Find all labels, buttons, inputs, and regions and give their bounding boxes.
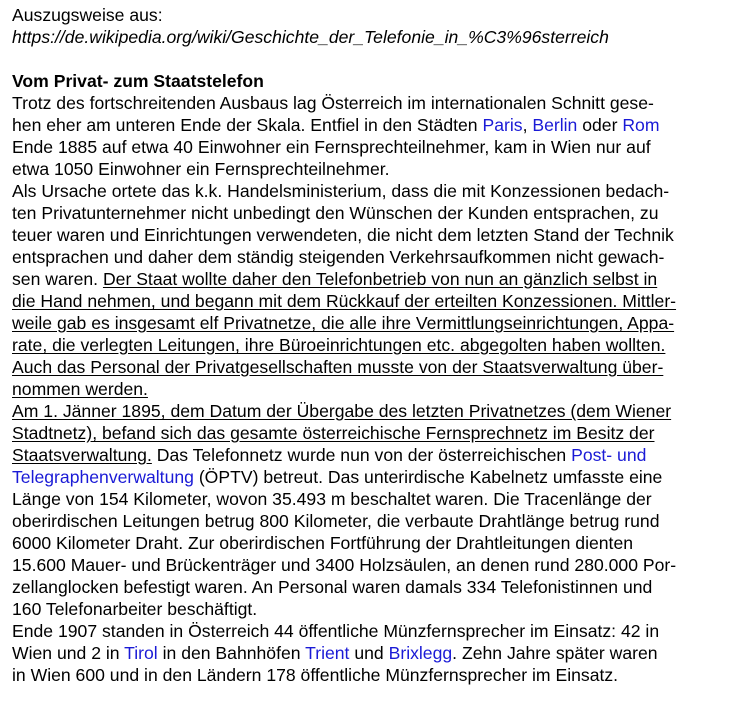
wiki-link[interactable]: Paris <box>482 115 523 135</box>
text-span: Ende 1885 auf etwa 40 Einwohner ein Fernsprechteilnehmer, kam in Wien nur auf <box>12 137 651 157</box>
text-span: Als Ursache ortete das k.k. Handelsministerium, dass die mit Konzessionen bedach- <box>12 181 670 201</box>
text-line <box>12 92 746 114</box>
text-line <box>12 510 746 532</box>
text-line <box>12 224 746 246</box>
text-span: (ÖPTV) betreut. Das unterirdische Kabelnetz umfasste eine <box>193 467 663 487</box>
text-span: entsprachen und daher dem ständig steigenden Verkehrsaufkommen nicht gewach- <box>12 247 665 267</box>
text-span: etwa 1050 Einwohner ein Fernsprechteilnehmer. <box>12 159 390 179</box>
article-body <box>12 92 746 686</box>
text-line <box>12 664 746 686</box>
text-span: oder <box>577 115 623 135</box>
text-line <box>12 422 746 444</box>
text-line <box>12 334 746 356</box>
text-span: 15.600 Mauer- und Brückenträger und 3400 Holzsäulen, an denen rund 280.000 Por- <box>12 555 677 575</box>
underlined-text: weile gab es insgesamt elf Privatnetze, die alle ihre Vermittlungseinrichtungen, Appa- <box>12 313 675 333</box>
text-line <box>12 488 746 510</box>
text-line <box>12 466 746 488</box>
underlined-text: nommen werden. <box>12 379 148 399</box>
text-line <box>12 312 746 334</box>
text-span: Wien und 2 in <box>12 643 125 663</box>
text-span: . Zehn Jahre später waren <box>452 643 658 663</box>
text-span: Ende 1907 standen in Österreich 44 öffentliche Münzfernsprecher im Einsatz: 42 in <box>12 621 660 641</box>
text-line <box>12 202 746 224</box>
text-span: in Wien 600 und in den Ländern 178 öffentliche Münzfernsprecher im Einsatz. <box>12 665 619 685</box>
text-line <box>12 598 746 620</box>
text-span: 160 Telefonarbeiter beschäftigt. <box>12 599 258 619</box>
wiki-link[interactable]: Tirol <box>124 643 158 663</box>
text-line <box>12 642 746 664</box>
text-span: 6000 Kilometer Draht. Zur oberirdischen Fortführung der Drahtleitungen dienten <box>12 533 634 553</box>
text-line <box>12 400 746 422</box>
wiki-link[interactable]: Telegraphenverwaltung <box>12 467 194 487</box>
text-line <box>12 532 746 554</box>
text-line <box>12 554 746 576</box>
text-span: Länge von 154 Kilometer, wovon 35.493 m beschaltet waren. Die Tracenlänge der <box>12 489 652 509</box>
text-line <box>12 356 746 378</box>
text-line <box>12 158 746 180</box>
text-span: ten Privatunternehmer nicht unbedingt den Wünschen der Kunden entsprachen, zu <box>12 203 659 223</box>
text-line <box>12 576 746 598</box>
text-line <box>12 378 746 400</box>
underlined-text: rate, die verlegten Leitungen, ihre Büroeinrichtungen etc. abgegolten haben wollten. <box>12 335 666 355</box>
text-line <box>12 290 746 312</box>
underlined-text: die Hand nehmen, und begann mit dem Rückkauf der erteilten Konzessionen. Mittler- <box>12 291 677 311</box>
text-span: , <box>522 115 533 135</box>
text-span: teuer waren und Einrichtungen verwendeten, die nicht dem letzten Stand der Technik <box>12 225 674 245</box>
underlined-text: Auch das Personal der Privatgesellschaften musste von der Staatsverwaltung über- <box>12 357 664 377</box>
text-line <box>12 246 746 268</box>
text-line <box>12 444 746 466</box>
text-span: in den Bahnhöfen <box>157 643 306 663</box>
text-span: sen waren. <box>12 269 103 289</box>
underlined-text: Am 1. Jänner 1895, dem Datum der Übergabe des letzten Privatnetzes (dem Wiener <box>12 401 672 421</box>
text-span: hen eher am unteren Ende der Skala. Entfiel in den Städten <box>12 115 483 135</box>
intro-text: Auszugsweise aus: <box>12 5 163 25</box>
section-title: Vom Privat- zum Staatstelefon <box>12 71 264 91</box>
text-span: zellanglocken befestigt waren. An Personal waren damals 334 Telefonistinnen und <box>12 577 653 597</box>
blank-line <box>12 48 746 70</box>
wiki-link[interactable]: Post- und <box>571 445 647 465</box>
text-span: oberirdischen Leitungen betrug 800 Kilometer, die verbaute Drahtlänge betrug rund <box>12 511 660 531</box>
text-span: und <box>349 643 389 663</box>
wiki-link[interactable]: Rom <box>622 115 660 135</box>
underlined-text: Staatsverwaltung. <box>12 445 152 465</box>
underlined-text: Der Staat wollte daher den Telefonbetrieb von nun an gänzlich selbst in <box>102 269 658 289</box>
document <box>12 4 746 686</box>
text-span: Das Telefonnetz wurde nun von der österreichischen <box>151 445 572 465</box>
wiki-link[interactable]: Brixlegg <box>388 643 453 663</box>
text-span: Trotz des fortschreitenden Ausbaus lag Österreich im internationalen Schnitt gese- <box>12 93 654 113</box>
wiki-link[interactable]: Berlin <box>532 115 578 135</box>
text-line <box>12 136 746 158</box>
wiki-link[interactable]: Trient <box>305 643 350 663</box>
text-line <box>12 180 746 202</box>
text-line <box>12 114 746 136</box>
text-line <box>12 268 746 290</box>
source-url[interactable]: https://de.wikipedia.org/wiki/Geschichte_der_Telefonie_in_%C3%96sterreich <box>12 27 609 47</box>
underlined-text: Stadtnetz), befand sich das gesamte österreichische Fernsprechnetz im Besitz der <box>12 423 655 443</box>
text-line <box>12 620 746 642</box>
